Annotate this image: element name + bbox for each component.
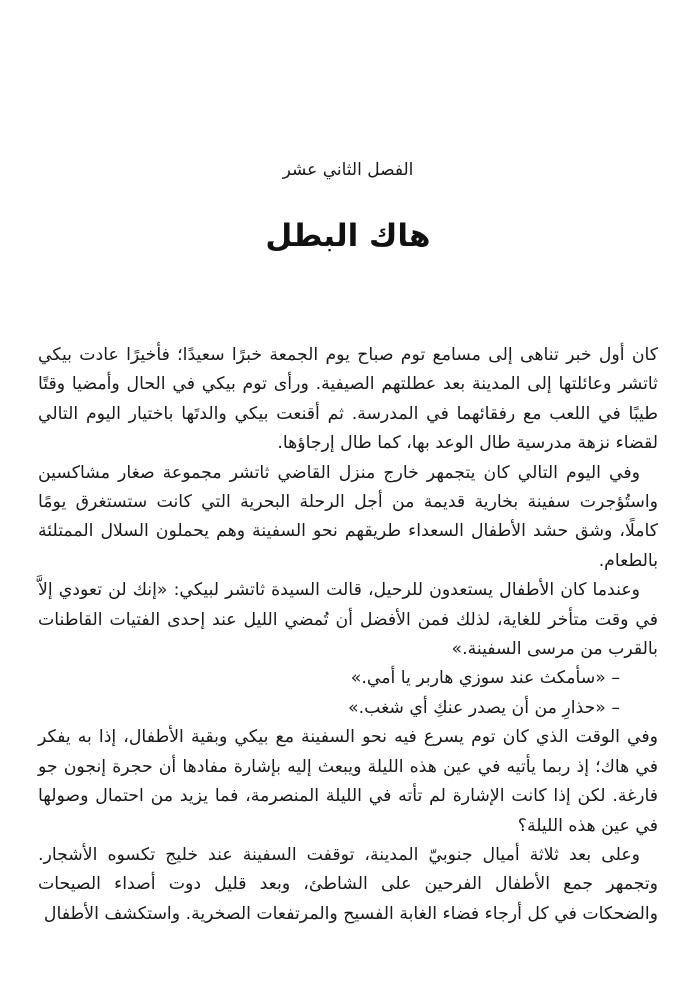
paragraph: وعلى بعد ثلاثة أميال جنوبيّ المدينة، توقفت السفينة عند خليج تكسوه الأشجار. وتجمهر جمع الأطفال الفرحين على الشاطئ، وبعد قليل دوت أصداء الصيحات والضحكات في كل أرجاء فضاء الغابة الفسيح والمرتفعات الصخرية. واستكشف الأطفال [38, 844, 658, 924]
paragraph: وفي اليوم التالي كان يتجمهر خارج منزل القاضي ثاتشر مجموعة صغار مشاكسين واستُؤجرت سفينة بخارية قديمة من أجل الرحلة البحرية التي كانت ستستغرق يومًا كاملًا، وشق حشد الأطفال السعداء طريقهم نحو السفينة وهم يحملون السلال الممتلئة بالطعام. [38, 462, 658, 571]
paragraph: وفي الوقت الذي كان توم يسرع فيه نحو السفينة مع بيكي وبقية الأطفال، إذا به يفكر في هاك؛ إذ ربما يأتيه في عين هذه الليلة ويبعث إليه بإشارة مفادها أن حجرة إنجون جو فارغة. لكن إذا كانت الإشارة لم تأته في الليلة المنصرمة، فما يزيد من احتمال وصولها في عين هذه الليلة؟ [38, 727, 658, 836]
chapter-title: هاك البطل [265, 218, 431, 254]
chapter-number: الفصل الثاني عشر [282, 160, 414, 180]
chapter-body [38, 341, 658, 929]
dialogue-line: – «سأمكث عند سوزي هاربر يا أمي.» [350, 668, 620, 689]
paragraph: وعندما كان الأطفال يستعدون للرحيل، قالت السيدة ثاتشر لبيكي: «إنك لن تعودي إلاَّ في وقت متأخر للغاية، لذلك فمن الأفضل أن تُمضي الليل عند إحدى الفتيات القاطنات بالقرب من مرسى السفينة.» [38, 580, 658, 660]
paragraph: كان أول خبر تناهى إلى مسامع توم صباح يوم الجمعة خبرًا سعيدًا؛ فأخيرًا عادت بيكي ثاتشر وعائلتها إلى المدينة بعد عطلتهم الصيفية. ورأى توم بيكي في الحال وأمضيا وقتًا طيبًا في اللعب مع رفقائهما في المدرسة. ثم أقنعت بيكي والدتَها باختيار اليوم التالي لقضاء نزهة مدرسية طال الوعد بها، كما طال إرجاؤها. [38, 345, 658, 454]
dialogue-line: – «حذارِ من أن يصدر عنكِ أي شغب.» [348, 697, 620, 718]
